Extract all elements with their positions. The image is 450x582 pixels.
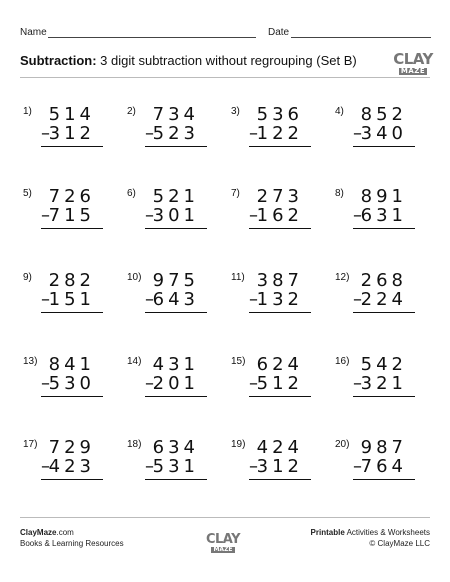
- minus-sign: –: [353, 456, 362, 477]
- problem-number: 6): [127, 188, 136, 199]
- minuend: 542: [360, 354, 407, 375]
- subtrahend: 764: [360, 456, 407, 477]
- subtrahend: 312: [48, 123, 95, 144]
- problem-number: 4): [335, 106, 344, 117]
- minuend: 634: [152, 437, 199, 458]
- problem-number: 8): [335, 188, 344, 199]
- problem: [231, 188, 321, 236]
- minuend: 514: [48, 104, 95, 125]
- minus-sign: –: [145, 456, 154, 477]
- subtrahend: 340: [360, 123, 407, 144]
- minuend: 424: [256, 437, 303, 458]
- logo-line2: MAZE: [400, 66, 426, 75]
- minus-sign: –: [145, 289, 154, 310]
- problem-number: 3): [231, 106, 240, 117]
- claymaze-logo: [393, 48, 433, 78]
- minus-sign: –: [249, 373, 258, 394]
- minuend: 536: [256, 104, 303, 125]
- answer-line: [353, 146, 415, 147]
- subtrahend: 631: [360, 205, 407, 226]
- answer-line: [145, 479, 207, 480]
- answer-line: [41, 479, 103, 480]
- title-bold: Subtraction:: [20, 53, 97, 68]
- subtrahend: 321: [360, 373, 407, 394]
- minus-sign: –: [145, 373, 154, 394]
- footer-tagline: Books & Learning Resources: [20, 539, 124, 548]
- subtrahend: 512: [256, 373, 303, 394]
- minuend: 282: [48, 270, 95, 291]
- minus-sign: –: [145, 205, 154, 226]
- footer-left: [20, 527, 124, 549]
- problem-number: 20): [335, 439, 350, 450]
- problem: [335, 272, 425, 320]
- problem: [335, 356, 425, 404]
- date-label: Date: [268, 27, 290, 38]
- problem: [127, 356, 217, 404]
- minus-sign: –: [353, 289, 362, 310]
- title-rest: 3 digit subtraction without regrouping (Set B): [96, 53, 357, 68]
- minuend: 387: [256, 270, 303, 291]
- worksheet-title: [20, 53, 357, 68]
- problem: [23, 272, 113, 320]
- problem: [231, 272, 321, 320]
- answer-line: [353, 312, 415, 313]
- footer-printable: [311, 527, 430, 538]
- subtrahend: 224: [360, 289, 407, 310]
- subtrahend: 530: [48, 373, 95, 394]
- problem: [231, 106, 321, 154]
- minus-sign: –: [353, 373, 362, 394]
- problem-number: 14): [127, 356, 142, 367]
- problem: [127, 439, 217, 487]
- problem: [127, 272, 217, 320]
- answer-line: [353, 228, 415, 229]
- subtrahend: 162: [256, 205, 303, 226]
- minus-sign: –: [41, 205, 50, 226]
- minus-sign: –: [249, 205, 258, 226]
- minuend: 726: [48, 186, 95, 207]
- answer-line: [41, 396, 103, 397]
- problem-number: 10): [127, 272, 142, 283]
- minuend: 975: [152, 270, 199, 291]
- problem: [23, 106, 113, 154]
- problem-number: 15): [231, 356, 246, 367]
- footer-logo-line1: CLAY: [205, 532, 241, 547]
- problem-number: 16): [335, 356, 350, 367]
- subtrahend: 301: [152, 205, 199, 226]
- problem-number: 17): [23, 439, 38, 450]
- problem: [23, 439, 113, 487]
- problem-number: 19): [231, 439, 246, 450]
- problem: [335, 439, 425, 487]
- minuend: 431: [152, 354, 199, 375]
- minus-sign: –: [41, 456, 50, 477]
- minuend: 273: [256, 186, 303, 207]
- problem-number: 9): [23, 272, 32, 283]
- answer-line: [145, 396, 207, 397]
- subtrahend: 643: [152, 289, 199, 310]
- footer-printable-bold: Printable: [310, 528, 345, 537]
- problem: [231, 356, 321, 404]
- answer-line: [41, 146, 103, 147]
- problem: [231, 439, 321, 487]
- problem: [335, 106, 425, 154]
- date-blank-line: [291, 37, 431, 38]
- top-divider: [20, 77, 430, 78]
- minus-sign: –: [41, 289, 50, 310]
- answer-line: [41, 312, 103, 313]
- problem-number: 11): [231, 272, 245, 283]
- minuend: 268: [360, 270, 407, 291]
- answer-line: [145, 146, 207, 147]
- minuend: 729: [48, 437, 95, 458]
- minus-sign: –: [249, 289, 258, 310]
- minuend: 841: [48, 354, 95, 375]
- minus-sign: –: [41, 123, 50, 144]
- name-blank-line: [48, 37, 256, 38]
- answer-line: [145, 228, 207, 229]
- problem: [335, 188, 425, 236]
- answer-line: [353, 396, 415, 397]
- logo-line1: CLAY: [393, 49, 433, 68]
- minuend: 852: [360, 104, 407, 125]
- problem: [127, 188, 217, 236]
- footer-printable-rest: Activities & Worksheets: [344, 528, 430, 537]
- answer-line: [249, 146, 311, 147]
- subtrahend: 531: [152, 456, 199, 477]
- minus-sign: –: [353, 205, 362, 226]
- bottom-divider: [20, 517, 430, 518]
- minuend: 987: [360, 437, 407, 458]
- footer-copyright: © ClayMaze LLC: [369, 539, 430, 548]
- minuend: 734: [152, 104, 199, 125]
- footer-brand: [20, 527, 124, 538]
- problem-number: 13): [23, 356, 38, 367]
- minuend: 624: [256, 354, 303, 375]
- answer-line: [353, 479, 415, 480]
- minus-sign: –: [249, 123, 258, 144]
- footer-logo-line2: MAZE: [213, 546, 233, 553]
- problem-number: 12): [335, 272, 350, 283]
- problem-number: 18): [127, 439, 142, 450]
- minus-sign: –: [41, 373, 50, 394]
- subtrahend: 523: [152, 123, 199, 144]
- footer-brand-rest: .com: [56, 528, 74, 537]
- subtrahend: 715: [48, 205, 95, 226]
- subtrahend: 201: [152, 373, 199, 394]
- problem-number: 2): [127, 106, 136, 117]
- subtrahend: 423: [48, 456, 95, 477]
- problem: [127, 106, 217, 154]
- subtrahend: 312: [256, 456, 303, 477]
- minus-sign: –: [353, 123, 362, 144]
- minus-sign: –: [249, 456, 258, 477]
- answer-line: [145, 312, 207, 313]
- subtrahend: 151: [48, 289, 95, 310]
- problem: [23, 188, 113, 236]
- name-label: Name: [20, 27, 47, 38]
- answer-line: [249, 396, 311, 397]
- problem-number: 1): [23, 106, 32, 117]
- answer-line: [249, 228, 311, 229]
- subtrahend: 122: [256, 123, 303, 144]
- problem: [23, 356, 113, 404]
- footer-right: [311, 527, 430, 549]
- minus-sign: –: [145, 123, 154, 144]
- subtrahend: 132: [256, 289, 303, 310]
- minuend: 521: [152, 186, 199, 207]
- problem-number: 7): [231, 188, 240, 199]
- problem-number: 5): [23, 188, 32, 199]
- answer-line: [249, 479, 311, 480]
- footer-brand-bold: ClayMaze: [20, 528, 57, 537]
- footer-claymaze-logo: [205, 528, 241, 558]
- minuend: 891: [360, 186, 407, 207]
- answer-line: [41, 228, 103, 229]
- answer-line: [249, 312, 311, 313]
